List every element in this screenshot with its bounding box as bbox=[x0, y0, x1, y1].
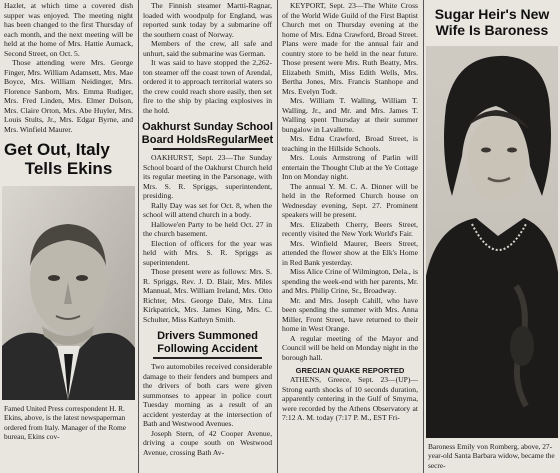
baroness-headline bbox=[424, 0, 560, 38]
oakhurst-story-paragraph: OAKHURST, Sept. 23—The Sunday School board of the Oakhurst Church held its regular meeting in the Parsonage, with Mrs. S. R. Spriggs, superintendent, presiding. bbox=[143, 153, 272, 200]
club-story-paragraph: Hazlet, at which time a covered dish supper was enjoyed. The meeting night has been changed to the first Thursday of each month, and the next meeting will be held at the home of Mrs. Hattie Aumack, Second Street, on Oct. 5. bbox=[4, 1, 133, 58]
ekins-headline-line1: Get Out, Italy bbox=[4, 140, 110, 159]
baroness-photo bbox=[426, 46, 558, 438]
quake-story-paragraph: ATHENS, Greece, Sept. 23—(UP)—Strong earth shocks of 10 seconds duration, apparently centering in the Gulf of Smyrna, were recorded by the Athens Observatory at 7:12 A. M. today (7:17 P. M., EST Fri- bbox=[282, 375, 418, 422]
ekins-caption-block bbox=[0, 404, 137, 442]
oakhurst-story-paragraph: Election of officers for the year was held with Mrs. S. R. Spriggs as superintendent. bbox=[143, 238, 272, 267]
drivers-headline: Drivers Summoned Following Accident bbox=[157, 330, 258, 355]
keyport-story-paragraph: Miss Alice Crine of Wilmington, Dela., is spending the week-end with her parents, Mr. and Mrs. Philip Crine, Sr., Broadway. bbox=[282, 267, 418, 295]
ekins-headline-line2: Tells Ekins bbox=[24, 159, 113, 178]
keyport-story-paragraph: Mrs. Elizabeth Cherry, Beers Street, recently visited the New York World's Fair. bbox=[282, 219, 418, 238]
baroness-portrait-image bbox=[426, 46, 558, 438]
column-3 bbox=[278, 0, 422, 473]
oakhurst-headline-block bbox=[139, 121, 276, 150]
baroness-caption-block bbox=[424, 442, 560, 470]
headline-divider bbox=[153, 357, 262, 359]
club-story bbox=[0, 0, 137, 134]
column-4 bbox=[424, 0, 560, 473]
drivers-story-paragraph: Two automobiles received considerable damage to their fenders and bumpers and the drivers of both cars were given summonses to appear in police court Tuesday morning as a result of an accident yesterday at the intersection of Bath and Westwood Avenues. bbox=[143, 362, 272, 428]
oakhurst-story bbox=[139, 153, 276, 324]
oakhurst-story-paragraph: Rally Day was set for Oct. 8, when the school will attend church in a body. bbox=[143, 200, 272, 219]
ekins-headline bbox=[0, 140, 137, 178]
quake-story bbox=[278, 375, 422, 423]
ekins-photo bbox=[2, 186, 135, 400]
baroness-headline-line1: Sugar Heir's New bbox=[434, 6, 550, 22]
baroness-caption: Baroness Emily von Romberg, above, 27-year-old Santa Barbara widow, became the secre- bbox=[428, 442, 555, 470]
headline-divider bbox=[153, 148, 262, 150]
keyport-story-paragraph: A regular meeting of the Mayor and Council will be held on Monday night in the borough hall. bbox=[282, 333, 418, 362]
oakhurst-story-paragraph: Those present were as follows: Mrs. S. R. Spriggs, Rev. J. D. Blair, Mrs. Miles Mannual, Mrs. William Ireland, Mrs. Otto Richter, Mrs. George Dale, Mrs. Lina Kirkpatrick, Mrs. James King, Mrs. C. Schulter, Miss Kathryn Smith. bbox=[143, 267, 272, 324]
ekins-caption: Famed United Press correspondent H. R. Ekins, above, is the latest newspaperman ordered from Italy. Manager of the Rome bureau, Ekins cov- bbox=[4, 404, 127, 442]
oakhurst-headline: Oakhurst Sunday School Board HoldsRegularMeet bbox=[141, 121, 274, 146]
quake-subhead-block bbox=[278, 366, 422, 375]
quake-subhead: GRECIAN QUAKE REPORTED bbox=[295, 366, 405, 375]
keyport-story-paragraph: Mr. and Mrs. Joseph Cahill, who have been spending the summer with Mrs. Anna Miller, Front Street, have returned to their home in West Orange. bbox=[282, 295, 418, 333]
drivers-story bbox=[139, 362, 276, 457]
keyport-story-paragraph: Mrs. Louis Armstrong of Parlin will entertain the Thought Club at the Ye Cottage Inn on Monday night. bbox=[282, 153, 418, 181]
keyport-story-paragraph: Mrs. William T. Walling, William T. Walling, Jr., and Mr. and Mrs. James T. Walling spent Thursday at their summer bungalow in Lavallette. bbox=[282, 96, 418, 134]
keyport-story-paragraph: Mrs. Edna Crawford, Broad Street, is teaching in the Hillside Schools. bbox=[282, 134, 418, 153]
column-1 bbox=[0, 0, 137, 473]
drivers-story-paragraph: Joseph Stern, of 42 Cooper Avenue, driving a coupe south on Westwood Avenue, crossing Bath Av- bbox=[143, 428, 272, 457]
submarine-story bbox=[139, 0, 276, 115]
submarine-story-paragraph: Members of the crew, all safe and unhurt, said the submarine was German. bbox=[143, 39, 272, 58]
drivers-headline-block bbox=[139, 330, 276, 359]
submarine-story-paragraph: The Finnish steamer Martti-Ragnar, loaded with woodpulp for England, was reported sunk today by a submarine off the southern coast of Norway. bbox=[143, 1, 272, 39]
club-story-paragraph: Those attending were Mrs. George Finger, Mrs. William Adamsett, Mrs. Mae Boyce, Mrs. William Neidinger, Mrs. Florence Sanborn, Mrs. Emma Rudiger, Mrs. Fred Linden, Mrs. Elmer Dolson, Mrs. Claire Orton, Mrs. Abe Huyler, Mrs. Louis Stults, Jr., Mrs. Edgar Byrne, and Mrs. Winfield Maurer. bbox=[4, 58, 133, 134]
column-2 bbox=[139, 0, 276, 473]
oakhurst-story-paragraph: Hallowe'en Party to be held Oct. 27 in the church basement. bbox=[143, 219, 272, 238]
baroness-headline-line2: Wife Is Baroness bbox=[435, 22, 549, 38]
keyport-story-paragraph: KEYPORT, Sept. 23—The White Cross of the World Wide Guild of the First Baptist Church met on Thursday evening at the home of Mrs. Edna Crawford, Broad Street. Plans were made for the annual fair and country store to be held in the near future. Those present were Mrs. Ruth Beatty, Mrs. Elizabeth Smith, Miss Edith Wells, Mrs. Bertha Jones, Mrs. Francis Stanhope and Mrs. Evelyn Todt. bbox=[282, 1, 418, 96]
keyport-story-paragraph: The annual Y. M. C. A. Dinner will be held in the Reformed Church house on Wednesday evening, Sept. 27. Prominent speakers will be present. bbox=[282, 181, 418, 219]
ekins-portrait-image bbox=[2, 186, 135, 400]
keyport-story-paragraph: Mrs. Winfield Maurer, Beers Street, attended the flower show at the Elk's Home in Red Bank yesterday. bbox=[282, 238, 418, 267]
submarine-story-paragraph: It was said to have stopped the 2,262-ton steamer off the coast town of Arendal, ordered it to approach territorial waters so the crew could reach shore easily, then set fire to the ship by placing explosives in the hold. bbox=[143, 58, 272, 115]
keyport-story bbox=[278, 0, 422, 362]
